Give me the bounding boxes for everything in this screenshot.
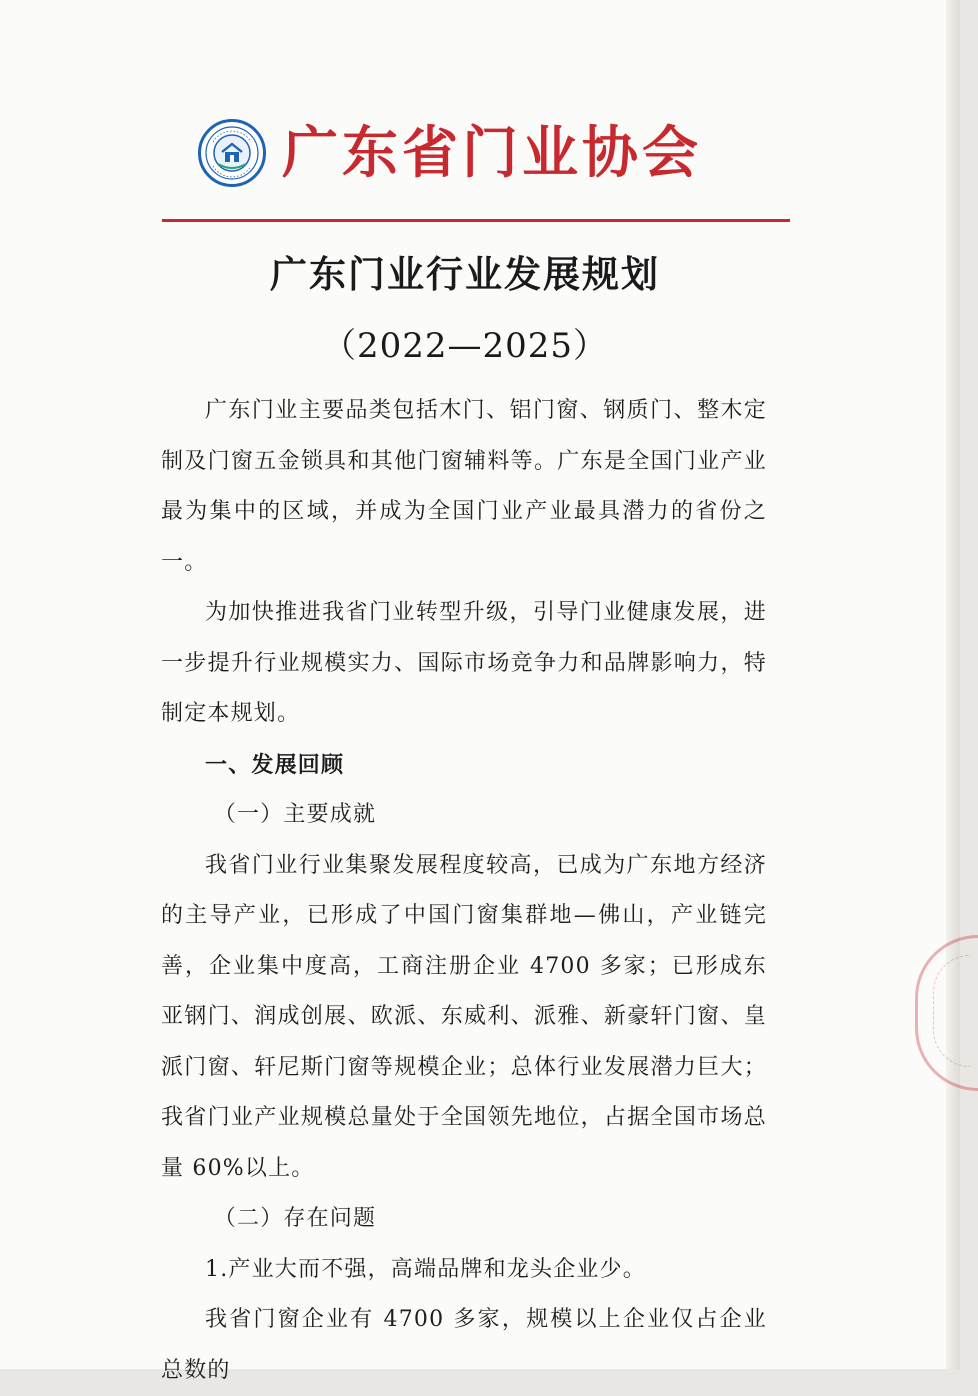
org-name: 广东省门业协会 — [282, 120, 702, 186]
association-emblem-icon — [198, 119, 266, 187]
purpose-paragraph: 为加快推进我省门业转型升级，引导门业健康发展，进一步提升行业规模实力、国际市场竞争力和品牌影响力，特制定本规划。 — [161, 600, 767, 726]
letterhead — [198, 108, 702, 198]
section-heading: 一、发展回顾 — [205, 751, 345, 778]
subsection-heading-achievements: （一）主要成就 — [213, 802, 377, 827]
achievements-paragraph: 我省门业行业集聚发展程度较高，已成为广东地方经济的主导产业，已形成了中国门窗集群地—佛山，产业链完善，企业集中度高，工商注册企业 4700 多家；已形成东亚钢门、润成创展、欧派、东威利、派雅、新豪轩门窗、皇派门窗、轩尼斯门窗等规模企业；总体行业发展潜力巨大；我省门业产业规模总量处于全国领先地位，占据全国市场总量 60%以上。 — [161, 852, 767, 1181]
intro-paragraph: 广东门业主要品类包括木门、铝门窗、钢质门、整木定制及门窗五金锁具和其他门窗辅料等。广东是全国门业产业最为集中的区域，并成为全国门业产业最具潜力的省份之一。 — [161, 398, 767, 575]
document-title: 广东门业行业发展规划 — [270, 252, 660, 296]
document-body — [161, 386, 767, 1396]
page-edge — [946, 0, 960, 1369]
problem-point-1: 1.产业大而不强，高端品牌和龙头企业少。 — [205, 1256, 646, 1282]
problems-paragraph: 我省门窗企业有 4700 多家，规模以上企业仅占企业总数的 — [161, 1307, 767, 1383]
letterhead-divider — [162, 219, 790, 222]
subsection-heading-problems: （二）存在问题 — [213, 1206, 377, 1231]
document-subtitle: （2022—2025） — [321, 326, 609, 366]
seal-stamp-fragment-inner — [933, 955, 970, 1067]
